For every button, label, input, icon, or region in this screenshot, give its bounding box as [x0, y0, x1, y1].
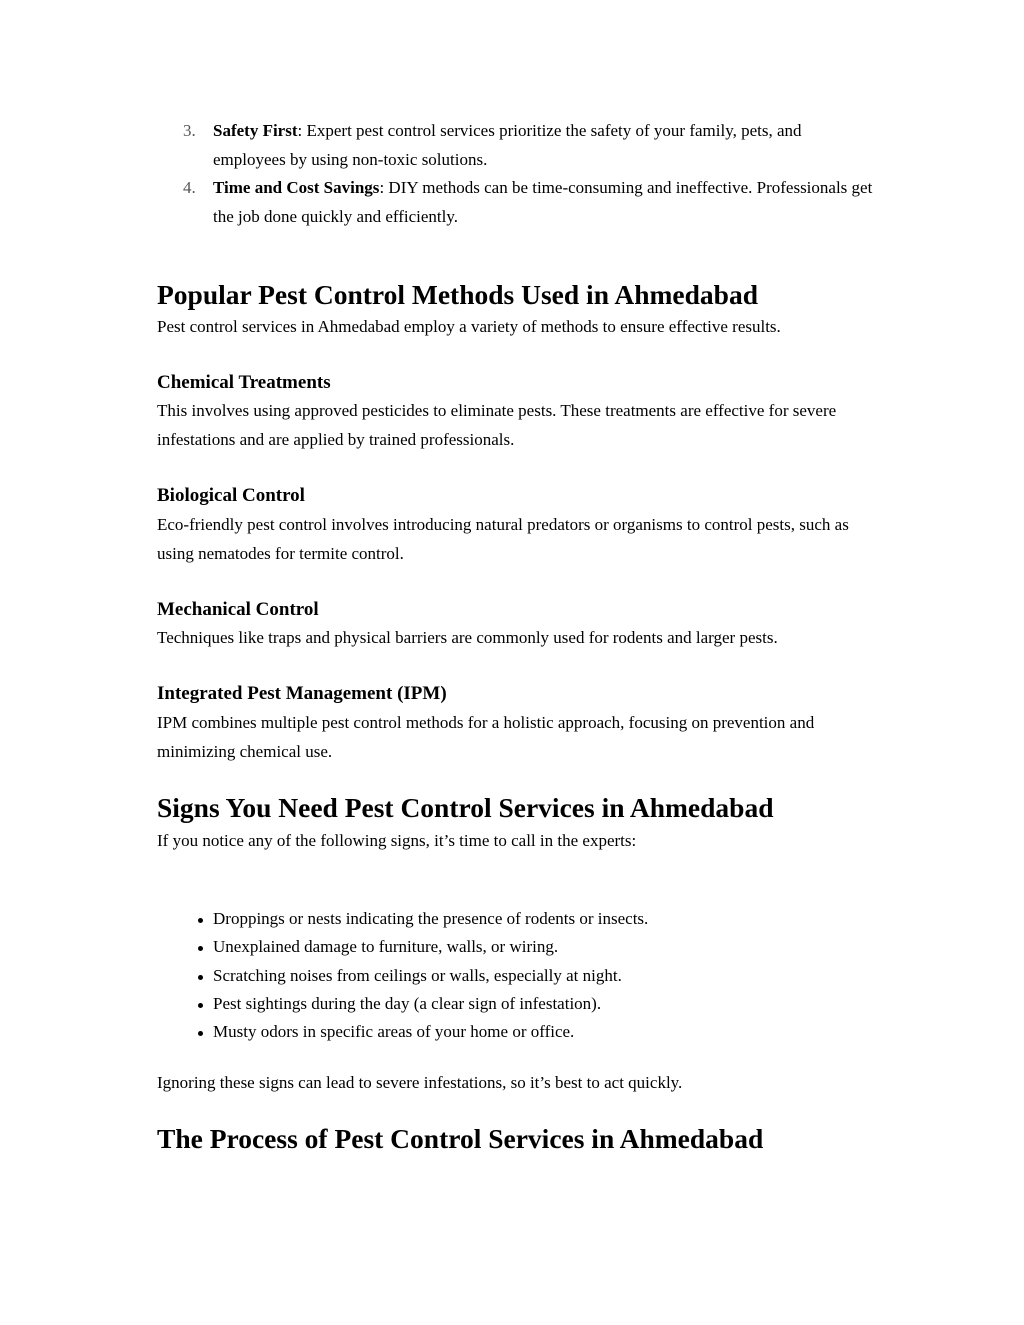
biological-heading: Biological Control — [157, 485, 305, 506]
list-number: 4. — [183, 178, 196, 197]
list-item — [157, 990, 872, 1018]
bullet-icon — [198, 1003, 203, 1008]
signs-closing: Ignoring these signs can lead to severe infestations, so it’s best to act quickly. — [157, 1073, 683, 1092]
mechanical-text: Techniques like traps and physical barriers are commonly used for rodents and larger pests. — [157, 628, 778, 647]
list-item-text: : Expert pest control services prioritize the safety of your family, pets, and employees by using non-toxic solutions. — [213, 121, 802, 169]
list-item — [157, 905, 872, 933]
methods-heading: Popular Pest Control Methods Used in Ahmedabad — [157, 279, 758, 310]
list-item-text: Unexplained damage to furniture, walls, or wiring. — [213, 937, 559, 957]
list-number: 3. — [183, 121, 196, 140]
list-item-text: Pest sightings during the day (a clear sign of infestation). — [213, 993, 602, 1013]
list-item — [157, 933, 872, 961]
chemical-text: This involves using approved pesticides to eliminate pests. These treatments are effective for severe infestations and are applied by trained professionals. — [157, 401, 837, 449]
process-heading: The Process of Pest Control Services in Ahmedabad — [157, 1123, 764, 1154]
ordered-list — [157, 117, 877, 231]
list-item — [157, 962, 872, 990]
bullet-icon — [198, 1031, 203, 1036]
list-item-text: Droppings or nests indicating the presence of rodents or insects. — [213, 909, 649, 928]
bullet-icon — [198, 918, 203, 923]
list-item-term: Time and Cost Savings — [213, 178, 380, 197]
signs-heading: Signs You Need Pest Control Services in Ahmedabad — [157, 792, 774, 823]
bullet-icon — [198, 975, 203, 980]
list-item — [157, 1018, 872, 1046]
signs-list — [157, 905, 872, 1046]
chemical-heading: Chemical Treatments — [157, 372, 331, 393]
list-item-text: : DIY methods can be time-consuming and ineffective. Professionals get the job done quickly and efficiently. — [213, 178, 873, 226]
ipm-text: IPM combines multiple pest control methods for a holistic approach, focusing on prevention and minimizing chemical use. — [157, 713, 815, 761]
list-item-text: Musty odors in specific areas of your home or office. — [213, 1022, 575, 1042]
bullet-icon — [198, 946, 203, 951]
methods-intro: Pest control services in Ahmedabad employ a variety of methods to ensure effective results. — [157, 317, 781, 336]
list-item-text: Scratching noises from ceilings or walls, especially at night. — [213, 965, 622, 985]
list-item — [157, 174, 877, 231]
ipm-heading: Integrated Pest Management (IPM) — [157, 683, 447, 704]
signs-intro: If you notice any of the following signs, it’s time to call in the experts: — [157, 831, 637, 850]
list-item — [157, 117, 877, 174]
biological-text: Eco-friendly pest control involves introducing natural predators or organisms to control pests, such as using nematodes for termite control. — [157, 515, 849, 563]
list-item-term: Safety First — [213, 121, 298, 140]
mechanical-heading: Mechanical Control — [157, 599, 319, 620]
